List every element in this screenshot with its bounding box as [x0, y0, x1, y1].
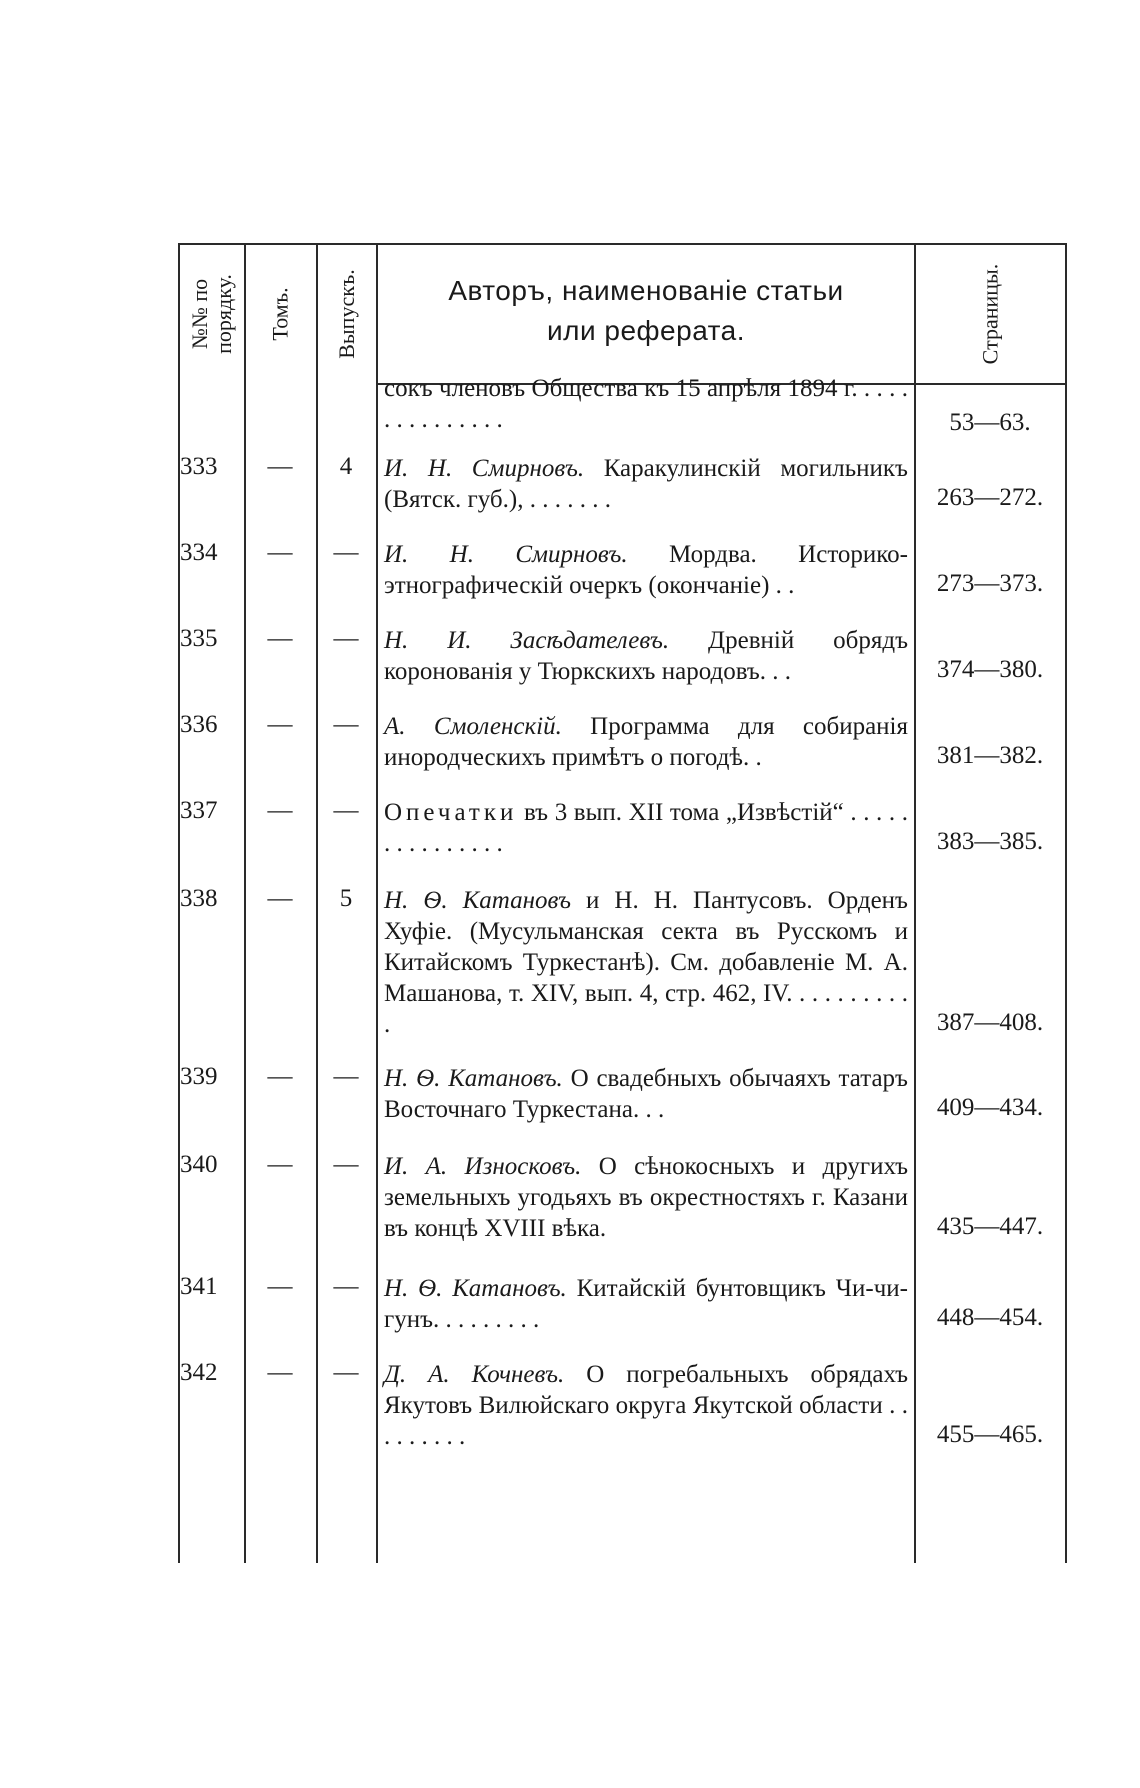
table-page: №№ по порядку. Томъ. Выпускъ. Авторъ, наименованіе статьи или реферата. Страницы. сокъ членовъ Общества къ 15 апрѣля 1894 г. . . . . . . . . . . . . . . 53—63. 333 — 4 И. Н. Смирновъ. Каракулинскій могильникъ (Вятск. губ.), . . . . . . . 263—272. 334 — — И. Н. Смирновъ. Мордва. Историко-этнографическій очеркъ (окончаніе) . . 273—373. 335 — — Н. И. Засѣдателевъ. Древній обрядъ коронованія у Тюркскихъ народовъ. . . 374—380. 336 — — А. Смоленскій. Программа для собиранія инородческихъ примѣтъ о погодѣ. . 381—382. 337 — — Опечатки въ 3 вып. XII тома „Извѣстій“ . . . . . . . . . . . . . . . 383—385. 338 — 5 Н. Ѳ. Катановъ и Н. Н. Пантусовъ. Орденъ Хуфіе. (Мусульманская секта въ Русскомъ и Китайскомъ Туркестанѣ). См. добавленіе М. А. Машанова, т. XIV, вып. 4, стр. 462, IV. . . . . . . . . . . 387—408. 339 — — Н. Ѳ. Катановъ. О свадебныхъ обычаяхъ татаръ Восточнаго Туркестана. . . 409—434. 340 — — И. А. Износковъ. О сѣнокосныхъ и другихъ земельныхъ угодьяхъ въ окрестностяхъ г. Казани въ концѣ XVIII вѣка. 435—447. 341 — — Н. Ѳ. Катановъ. Китайскій бунтовщикъ Чи-чи-гунъ. . . . . . . . . 448—454. 342 — — Д. А. Кочневъ. О погребальныхъ обрядахъ Якутовъ Вилюйскаго округа Якутской области . . . . . . . . . 455—465.: [178, 243, 1068, 1563]
header-number: №№ по порядку.: [187, 274, 236, 354]
column-divider: [914, 243, 916, 1563]
column-divider: [376, 243, 378, 1563]
header-pages: Страницы.: [976, 263, 1002, 365]
header-issue: Выпускъ.: [334, 269, 359, 359]
header-title: Авторъ, наименованіе статьи или реферата.: [448, 275, 844, 346]
header-volume: Томъ.: [267, 287, 293, 341]
frame-right-line: [1065, 243, 1067, 1563]
header-top-line: [178, 243, 1066, 245]
